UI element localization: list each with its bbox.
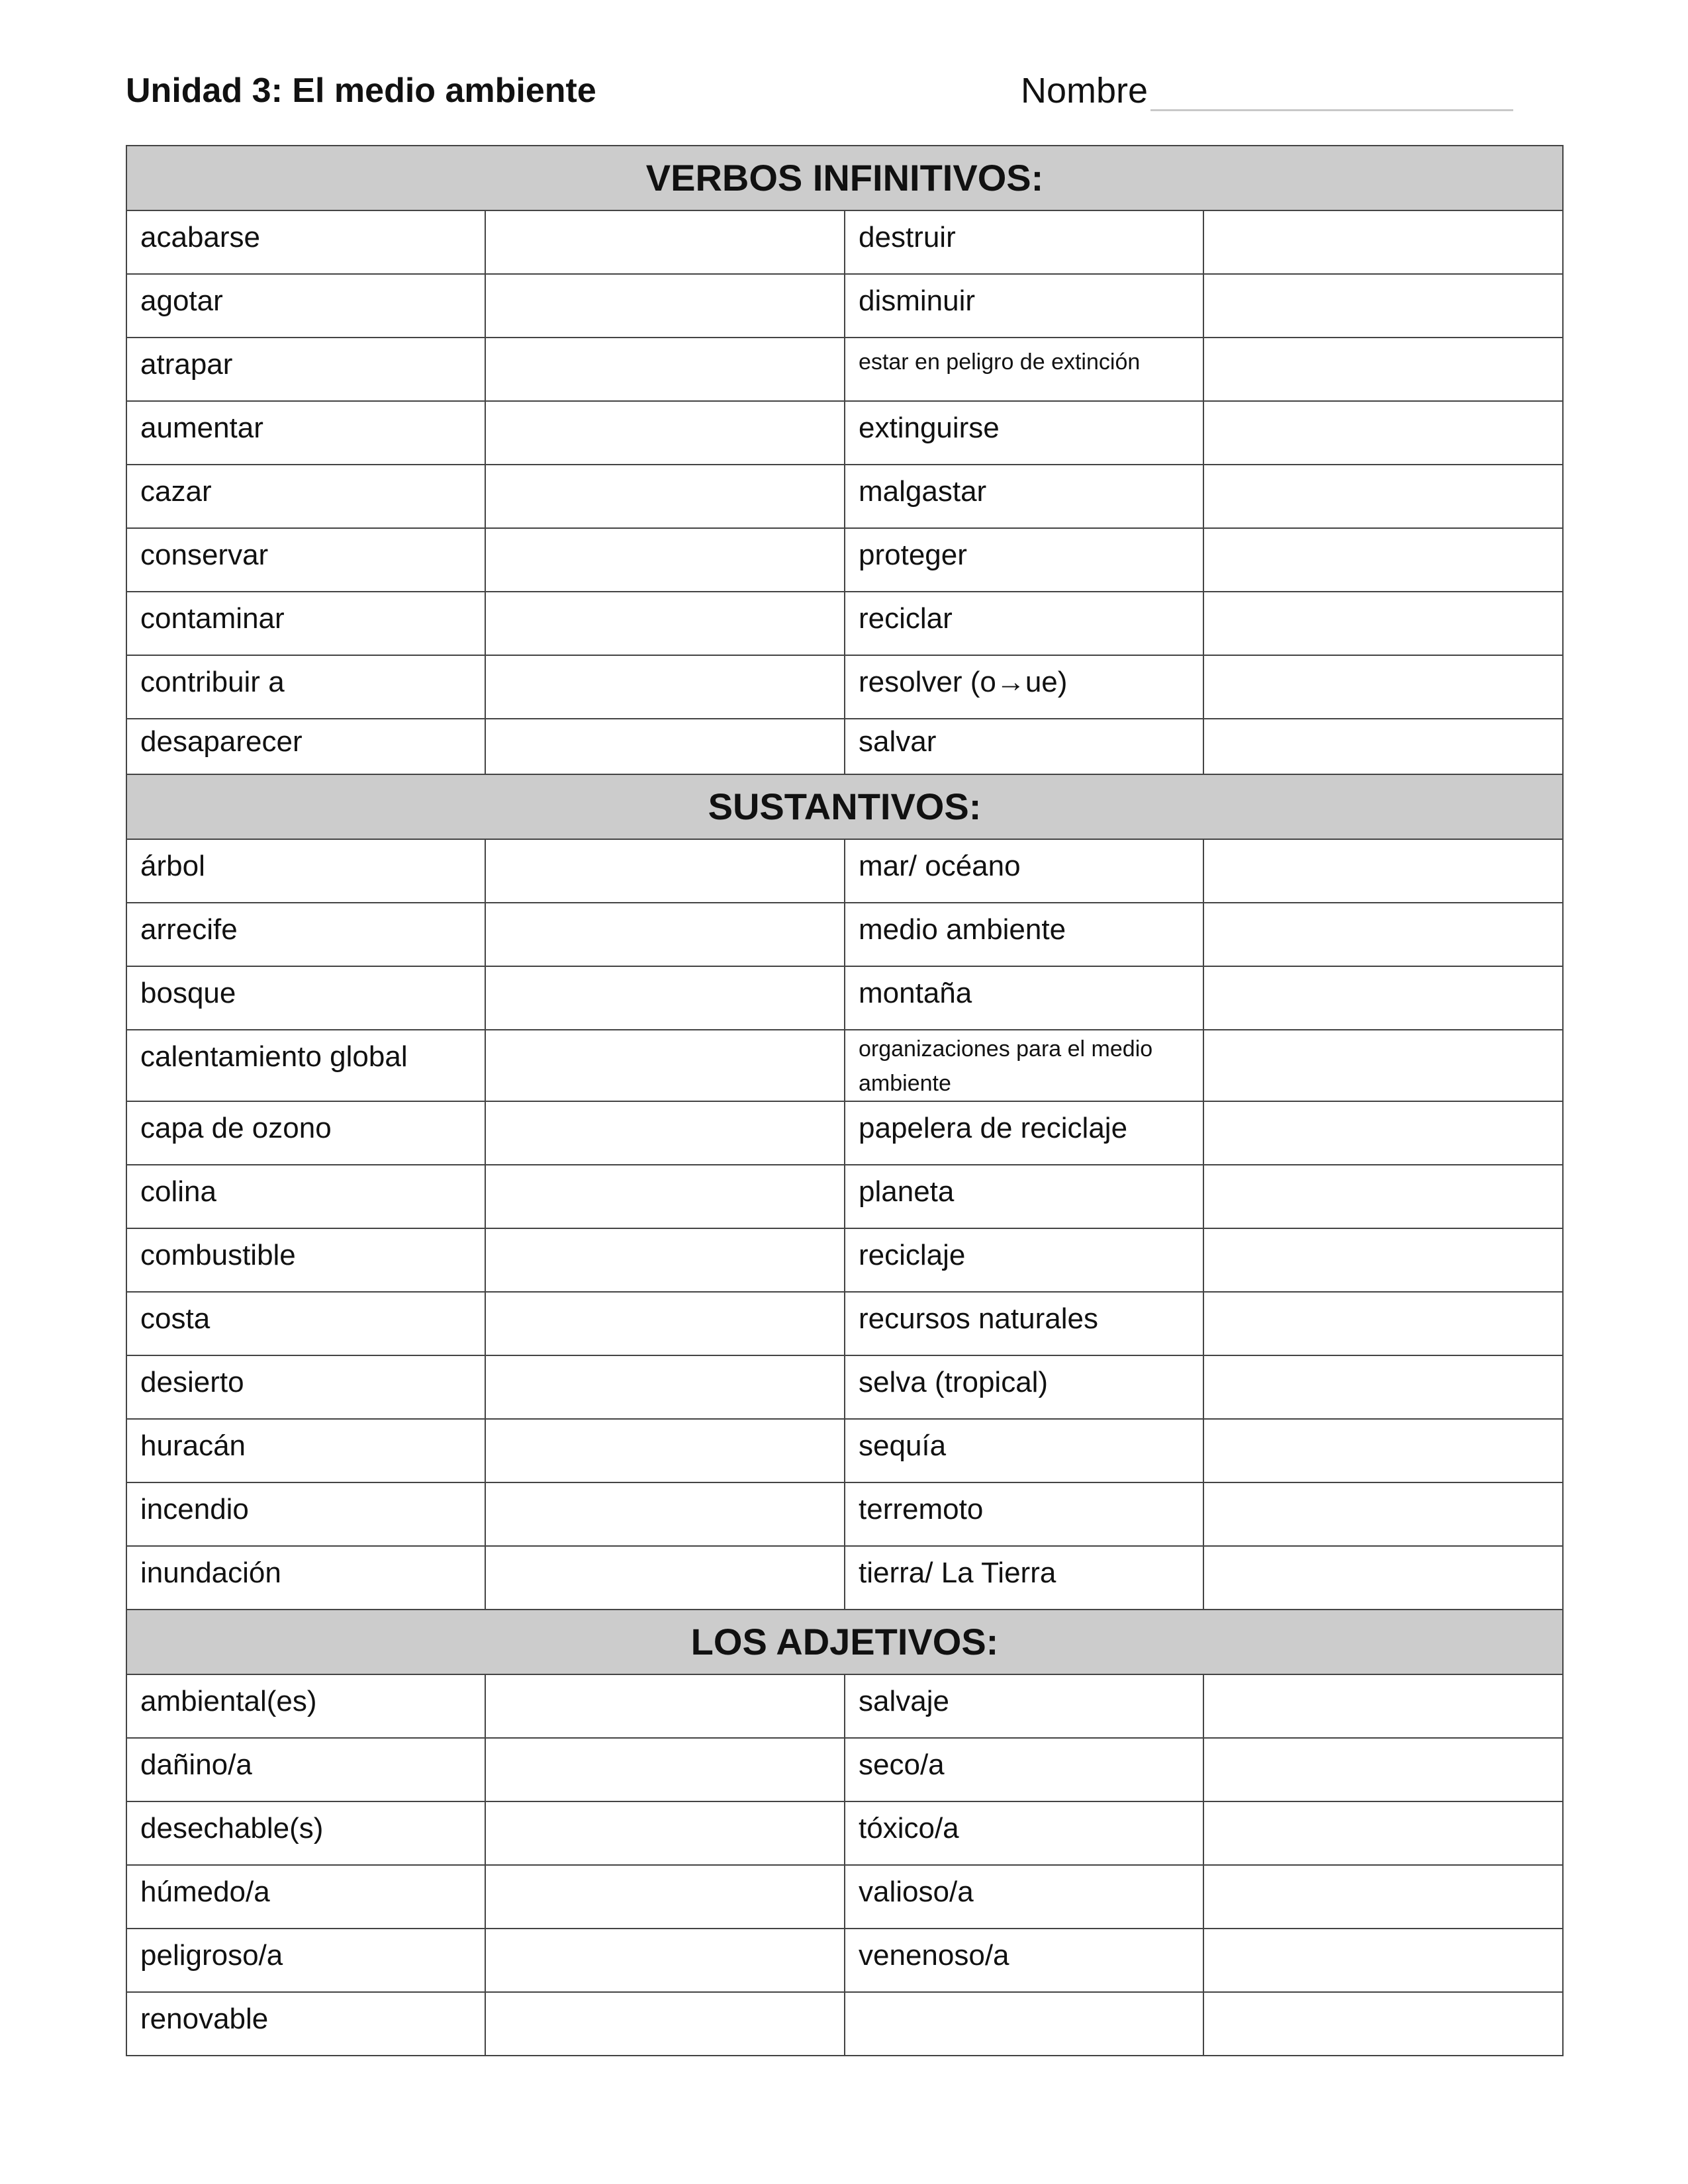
table-row	[126, 719, 1563, 774]
answer-cell[interactable]	[1203, 1355, 1563, 1419]
term-cell: desierto	[126, 1355, 485, 1419]
term-cell: dañino/a	[126, 1738, 485, 1801]
answer-cell[interactable]	[1203, 1801, 1563, 1865]
page-title: Unidad 3: El medio ambiente	[126, 71, 596, 110]
term-cell: conservar	[126, 528, 485, 592]
answer-cell[interactable]	[1203, 1674, 1563, 1738]
section-header-adjectives	[126, 1610, 1563, 1674]
answer-cell[interactable]	[1203, 465, 1563, 528]
table-row	[126, 592, 1563, 655]
answer-cell[interactable]	[485, 1992, 845, 2056]
answer-cell[interactable]	[1203, 274, 1563, 338]
term-cell: proteger	[845, 528, 1203, 592]
term-cell: inundación	[126, 1546, 485, 1610]
answer-cell[interactable]	[485, 338, 845, 401]
answer-cell[interactable]	[1203, 839, 1563, 903]
table-row	[126, 528, 1563, 592]
table-row	[126, 1030, 1563, 1101]
answer-cell[interactable]	[1203, 1865, 1563, 1929]
answer-cell[interactable]	[1203, 592, 1563, 655]
term-cell: acabarse	[126, 210, 485, 274]
table-row	[126, 1228, 1563, 1292]
table-row	[126, 401, 1563, 465]
table-row	[126, 274, 1563, 338]
term-cell: reciclaje	[845, 1228, 1203, 1292]
term-cell: peligroso/a	[126, 1929, 485, 1992]
page-header	[126, 61, 1523, 120]
term-cell: desechable(s)	[126, 1801, 485, 1865]
answer-cell[interactable]	[1203, 1929, 1563, 1992]
table-row	[126, 465, 1563, 528]
term-cell: aumentar	[126, 401, 485, 465]
vocabulary-table	[126, 145, 1564, 2056]
term-cell: desaparecer	[126, 719, 485, 774]
term-cell: malgastar	[845, 465, 1203, 528]
table-row	[126, 1292, 1563, 1355]
answer-cell[interactable]	[1203, 1030, 1563, 1101]
answer-cell[interactable]	[1203, 210, 1563, 274]
name-field	[1021, 61, 1513, 120]
answer-cell[interactable]	[1203, 1546, 1563, 1610]
table-row	[126, 1482, 1563, 1546]
answer-cell[interactable]	[485, 1482, 845, 1546]
term-cell: resolver (o→ue)	[845, 655, 1203, 719]
term-cell: disminuir	[845, 274, 1203, 338]
term-cell: terremoto	[845, 1482, 1203, 1546]
term-cell: seco/a	[845, 1738, 1203, 1801]
term-cell: planeta	[845, 1165, 1203, 1228]
answer-cell[interactable]	[1203, 1228, 1563, 1292]
table-row	[126, 966, 1563, 1030]
term-cell: combustible	[126, 1228, 485, 1292]
term-cell: mar/ océano	[845, 839, 1203, 903]
term-cell: papelera de reciclaje	[845, 1101, 1203, 1165]
answer-cell[interactable]	[485, 1101, 845, 1165]
term-cell: huracán	[126, 1419, 485, 1482]
answer-cell[interactable]	[485, 1292, 845, 1355]
term-cell: contribuir a	[126, 655, 485, 719]
term-cell: incendio	[126, 1482, 485, 1546]
term-cell: arrecife	[126, 903, 485, 966]
name-label: Nombre	[1021, 71, 1149, 111]
term-cell: cazar	[126, 465, 485, 528]
term-cell: húmedo/a	[126, 1865, 485, 1929]
term-cell: bosque	[126, 966, 485, 1030]
term-cell: salvar	[845, 719, 1203, 774]
answer-cell[interactable]	[485, 1546, 845, 1610]
section-header-nouns	[126, 774, 1563, 839]
table-row	[126, 1929, 1563, 1992]
answer-cell[interactable]	[1203, 903, 1563, 966]
section-header-verbs	[126, 146, 1563, 210]
answer-cell[interactable]	[1203, 401, 1563, 465]
term-cell: venenoso/a	[845, 1929, 1203, 1992]
term-cell: contaminar	[126, 592, 485, 655]
answer-cell[interactable]	[485, 719, 845, 774]
term-cell: capa de ozono	[126, 1101, 485, 1165]
answer-cell[interactable]	[485, 401, 845, 465]
table-row	[126, 839, 1563, 903]
table-row	[126, 655, 1563, 719]
table-row	[126, 1101, 1563, 1165]
answer-cell[interactable]	[485, 1165, 845, 1228]
answer-cell[interactable]	[1203, 1165, 1563, 1228]
term-cell: organizaciones para el medio ambiente	[845, 1030, 1203, 1101]
answer-cell[interactable]	[1203, 655, 1563, 719]
answer-cell[interactable]	[1203, 1482, 1563, 1546]
answer-cell[interactable]	[485, 1738, 845, 1801]
answer-cell[interactable]	[1203, 966, 1563, 1030]
term-cell: agotar	[126, 274, 485, 338]
section-heading: SUSTANTIVOS:	[126, 774, 1563, 839]
table-row	[126, 210, 1563, 274]
term-cell: montaña	[845, 966, 1203, 1030]
term-cell: calentamiento global	[126, 1030, 485, 1101]
term-cell: renovable	[126, 1992, 485, 2056]
term-cell: salvaje	[845, 1674, 1203, 1738]
table-row	[126, 1165, 1563, 1228]
answer-cell[interactable]	[1203, 528, 1563, 592]
table-row	[126, 1801, 1563, 1865]
table-row	[126, 903, 1563, 966]
section-heading: LOS ADJETIVOS:	[126, 1610, 1563, 1674]
answer-cell[interactable]	[1203, 338, 1563, 401]
answer-cell[interactable]	[485, 592, 845, 655]
table-row	[126, 1355, 1563, 1419]
answer-cell[interactable]	[485, 1228, 845, 1292]
term-cell: colina	[126, 1165, 485, 1228]
table-row	[126, 338, 1563, 401]
answer-cell[interactable]	[485, 839, 845, 903]
answer-cell[interactable]	[485, 1674, 845, 1738]
term-cell: reciclar	[845, 592, 1203, 655]
answer-cell[interactable]	[485, 1865, 845, 1929]
term-cell: atrapar	[126, 338, 485, 401]
term-cell: medio ambiente	[845, 903, 1203, 966]
term-cell: selva (tropical)	[845, 1355, 1203, 1419]
term-cell: ambiental(es)	[126, 1674, 485, 1738]
answer-cell[interactable]	[1203, 1992, 1563, 2056]
answer-cell[interactable]	[485, 528, 845, 592]
table-row	[126, 1419, 1563, 1482]
answer-cell[interactable]	[485, 1929, 845, 1992]
term-cell: tóxico/a	[845, 1801, 1203, 1865]
answer-cell[interactable]	[485, 1801, 845, 1865]
answer-cell[interactable]	[1203, 1738, 1563, 1801]
answer-cell[interactable]	[485, 1419, 845, 1482]
term-cell: valioso/a	[845, 1865, 1203, 1929]
term-cell: costa	[126, 1292, 485, 1355]
answer-cell[interactable]	[485, 210, 845, 274]
answer-cell[interactable]	[1203, 1101, 1563, 1165]
name-input-line[interactable]	[1150, 71, 1513, 111]
table-row	[126, 1865, 1563, 1929]
answer-cell[interactable]	[485, 966, 845, 1030]
table-row	[126, 1674, 1563, 1738]
answer-cell[interactable]	[485, 655, 845, 719]
term-cell: recursos naturales	[845, 1292, 1203, 1355]
term-cell: tierra/ La Tierra	[845, 1546, 1203, 1610]
table-row	[126, 1738, 1563, 1801]
table-row	[126, 1546, 1563, 1610]
term-cell: sequía	[845, 1419, 1203, 1482]
answer-cell[interactable]	[485, 1030, 845, 1101]
answer-cell[interactable]	[485, 1355, 845, 1419]
term-cell	[845, 1992, 1203, 2056]
table-row	[126, 1992, 1563, 2056]
term-cell: destruir	[845, 210, 1203, 274]
answer-cell[interactable]	[1203, 1419, 1563, 1482]
term-cell: estar en peligro de extinción	[845, 338, 1203, 401]
section-heading: VERBOS INFINITIVOS:	[126, 146, 1563, 210]
answer-cell[interactable]	[485, 465, 845, 528]
term-cell: árbol	[126, 839, 485, 903]
term-cell: extinguirse	[845, 401, 1203, 465]
answer-cell[interactable]	[1203, 1292, 1563, 1355]
answer-cell[interactable]	[485, 903, 845, 966]
answer-cell[interactable]	[485, 274, 845, 338]
answer-cell[interactable]	[1203, 719, 1563, 774]
